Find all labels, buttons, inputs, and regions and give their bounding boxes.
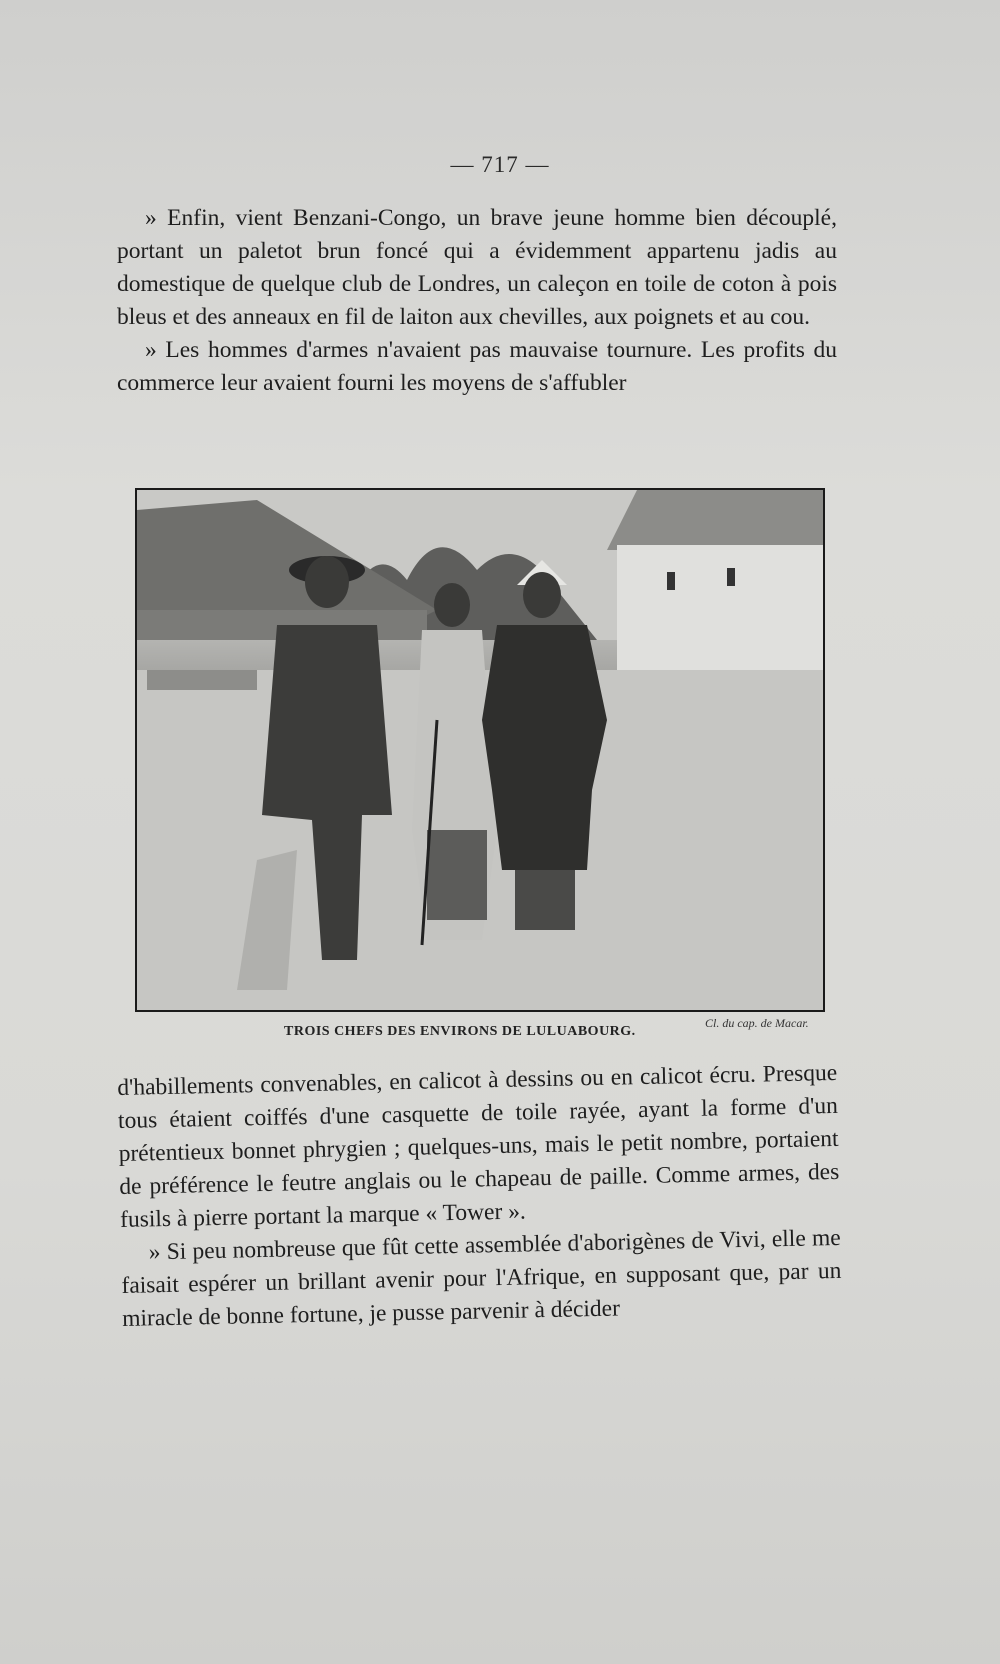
house-roof-right [607, 490, 823, 550]
figure-caption: TROIS CHEFS DES ENVIRONS DE LULUABOURG. [284, 1024, 636, 1039]
text-block-bottom [117, 1057, 842, 1336]
head [523, 572, 561, 618]
house-window [727, 568, 735, 586]
wrap [427, 830, 487, 920]
photo-credit: Cl. du cap. de Macar. [705, 1016, 809, 1030]
paragraph: » Enfin, vient Benzani-Congo, un brave jeune homme bien découplé, portant un paletot brun foncé qui a évidemment appartenu jadis au domestique de quelque club de Londres, un caleçon en toile de coton à pois bleus et des anneaux en fil de laiton aux chevilles, aux poignets et au cou. [117, 205, 837, 330]
house-wall-right [617, 545, 823, 685]
head [434, 583, 470, 627]
photograph-illustration [137, 490, 823, 1010]
photograph-three-chiefs [135, 488, 825, 1012]
paragraph: d'habillements convenables, en calicot à dessins ou en calicot écru. Presque tous étaient coiffés d'une casquette de toile rayée, ayant la forme d'un prétentieux bonnet phrygien ; quelques-uns, mais le petit nombre, portaient de préférence le feutre anglais ou le chapeau de paille. Comme armes, des fusils à pierre portant la marque « Tower ». [117, 1059, 840, 1233]
logs [147, 670, 257, 690]
page-number: — 717 — [450, 152, 550, 177]
head [305, 556, 349, 608]
house-window [667, 572, 675, 590]
paragraph: » Les hommes d'armes n'avaient pas mauvaise tournure. Les profits du commerce leur avaient fourni les moyens de s'affubler [117, 337, 837, 396]
person-right [482, 625, 607, 870]
text-block-top [117, 202, 837, 400]
paragraph: » Si peu nombreuse que fût cette assemblée d'aborigènes de Vivi, elle me faisait espérer un brillant avenir pour l'Afrique, en supposant que, par un miracle de bonne fortune, je pusse parvenir à décider [121, 1224, 842, 1332]
wrap [515, 870, 575, 930]
